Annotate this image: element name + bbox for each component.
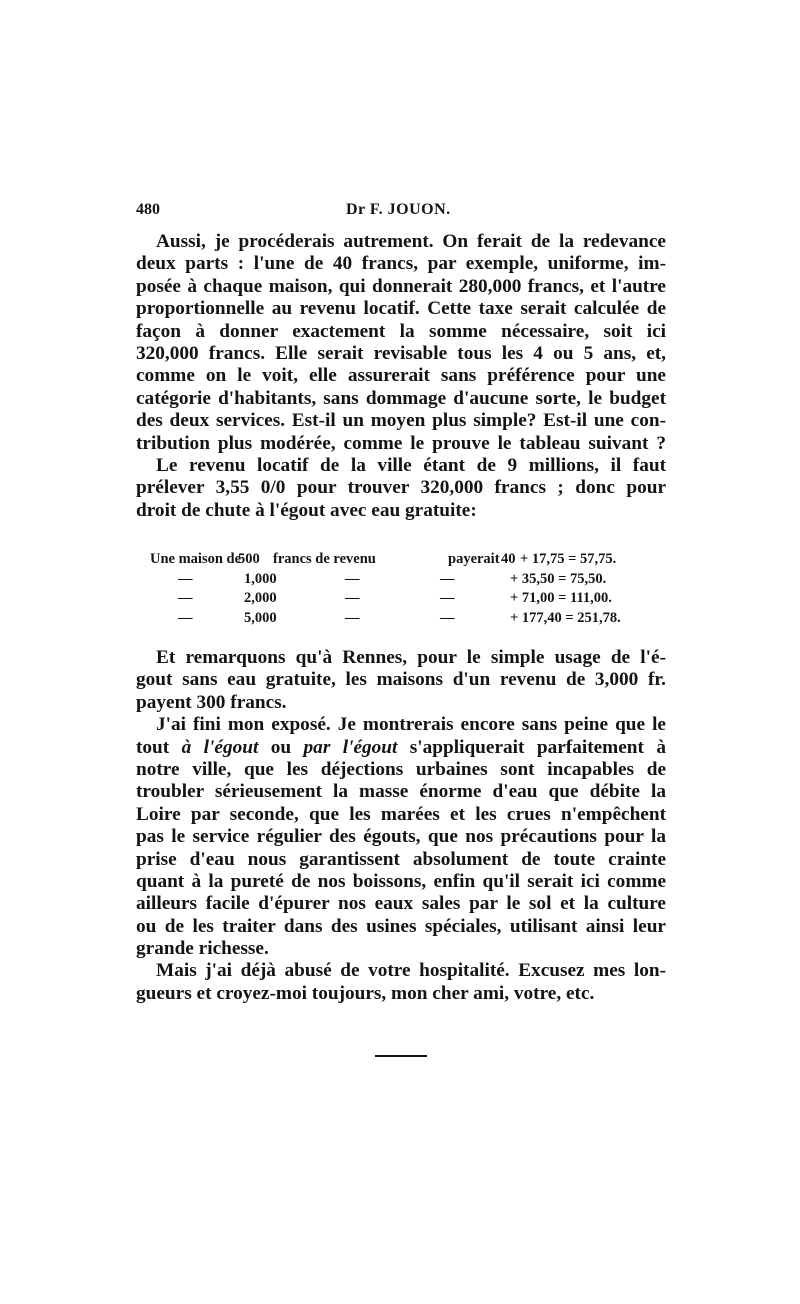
text-line: deux parts : l'une de 40 francs, par exemple, uniforme, im- (136, 253, 666, 275)
running-title: Dr F. JOUON. (346, 201, 451, 218)
text-line-emphasis (136, 737, 666, 759)
paragraph-5 (136, 960, 666, 1005)
closing-rule (375, 1055, 427, 1057)
text-line: Et remarquons qu'à Rennes, pour le simple usage de l'é- (156, 647, 666, 668)
table-cell: + 177,40 = 251,78. (510, 609, 621, 626)
text-run: tout (136, 736, 182, 758)
italic-phrase: par l'égout (303, 736, 398, 758)
text-line: ou de les traiter dans des usines spéciales, utilisant ainsi leur (136, 915, 666, 937)
text-line: 320,000 francs. Elle serait revisable tous les 4 ou 5 ans, et, (136, 342, 666, 364)
table-cell: — (440, 609, 455, 626)
text-line: tribution plus modérée, comme le prouve le tableau suivant ? (136, 432, 666, 454)
paragraph-1 (136, 231, 666, 455)
table-cell: + 71,00 = 111,00. (510, 590, 612, 606)
table-cell: — (345, 590, 360, 606)
text-line: ailleurs facile d'épurer nos eaux sales par le sol et la culture (136, 893, 666, 915)
table-cell: — (440, 590, 455, 606)
table-cell: Une maison de (150, 551, 242, 567)
text-block-bottom (136, 647, 666, 1005)
text-line: Loire par seconde, que les marées et les crues n'empêchent (136, 803, 666, 825)
text-line: gueurs et croyez-moi toujours, mon cher ami, votre, etc. (136, 982, 595, 1004)
text-line: J'ai fini mon exposé. Je montrerais encore sans peine que le (156, 714, 666, 736)
table-cell: + 35,50 = 75,50. (510, 570, 607, 587)
text-line: Aussi, je procéderais autrement. On ferait de la redevance (156, 231, 666, 252)
table-cell: 500 (238, 551, 260, 567)
text-line: catégorie d'habitants, sans dommage d'aucune sorte, le budget (136, 387, 666, 409)
table-row (150, 589, 670, 609)
text-line: posée à chaque maison, qui donnerait 280,000 francs, et l'autre (136, 275, 666, 297)
text-line: Le revenu locatif de la ville étant de 9 millions, il faut (156, 454, 666, 476)
table-cell: 1,000 (244, 570, 277, 587)
table-row (150, 609, 670, 629)
table-cell: — (345, 609, 360, 626)
text-line: quant à la pureté de nos boissons, enfin qu'il serait ici comme (136, 870, 666, 892)
table-cell: 5,000 (244, 609, 277, 626)
table-cell: — (178, 570, 193, 587)
table-row (150, 550, 670, 570)
text-run: s'appliquerait parfaitement à (397, 736, 666, 758)
text-block-top (136, 231, 666, 522)
table-cell: — (178, 590, 193, 606)
italic-phrase: à l'égout (181, 736, 259, 758)
text-line: droit de chute à l'égout avec eau gratuite: (136, 499, 477, 521)
table-cell: payerait (448, 551, 500, 567)
text-line: comme on le voit, elle assurerait sans préférence pour une (136, 365, 666, 387)
paragraph-3 (136, 647, 666, 714)
text-line: pas le service régulier des égouts, que nos précautions pour la (136, 826, 666, 848)
paragraph-4 (136, 714, 666, 960)
text-line: façon à donner exactement la somme nécessaire, soit ici (136, 320, 666, 342)
paragraph-2 (136, 455, 666, 522)
rent-table (150, 550, 670, 628)
text-line: troubler sérieusement la masse énorme d'eau que débite la (136, 781, 666, 803)
table-cell: 40 (501, 551, 516, 567)
text-line: prélever 3,55 0/0 pour trouver 320,000 francs ; donc pour (136, 477, 666, 499)
text-line: grande richesse. (136, 938, 269, 960)
text-line: Mais j'ai déjà abusé de votre hospitalité. Excusez mes lon- (156, 960, 666, 982)
page-number: 480 (136, 201, 160, 218)
page-header (136, 201, 666, 223)
text-line: prise d'eau nous garantissent absolument de toute crainte (136, 848, 666, 870)
text-line: notre ville, que les déjections urbaines sont incapables de (136, 758, 666, 780)
table-cell: francs de revenu (273, 551, 376, 567)
text-line: des deux services. Est-il un moyen plus simple? Est-il une con- (136, 410, 666, 432)
text-run: ou (258, 736, 304, 758)
text-line: gout sans eau gratuite, les maisons d'un revenu de 3,000 fr. (136, 669, 666, 691)
table-cell: — (345, 570, 360, 587)
table-cell: 2,000 (244, 590, 277, 606)
text-line: proportionnelle au revenu locatif. Cette taxe serait calculée de (136, 298, 666, 320)
text-line: payent 300 francs. (136, 691, 287, 713)
table-cell: — (178, 609, 193, 626)
table-cell: + 17,75 = 57,75. (520, 551, 617, 567)
table-row (150, 570, 670, 590)
table-cell: — (440, 570, 455, 587)
